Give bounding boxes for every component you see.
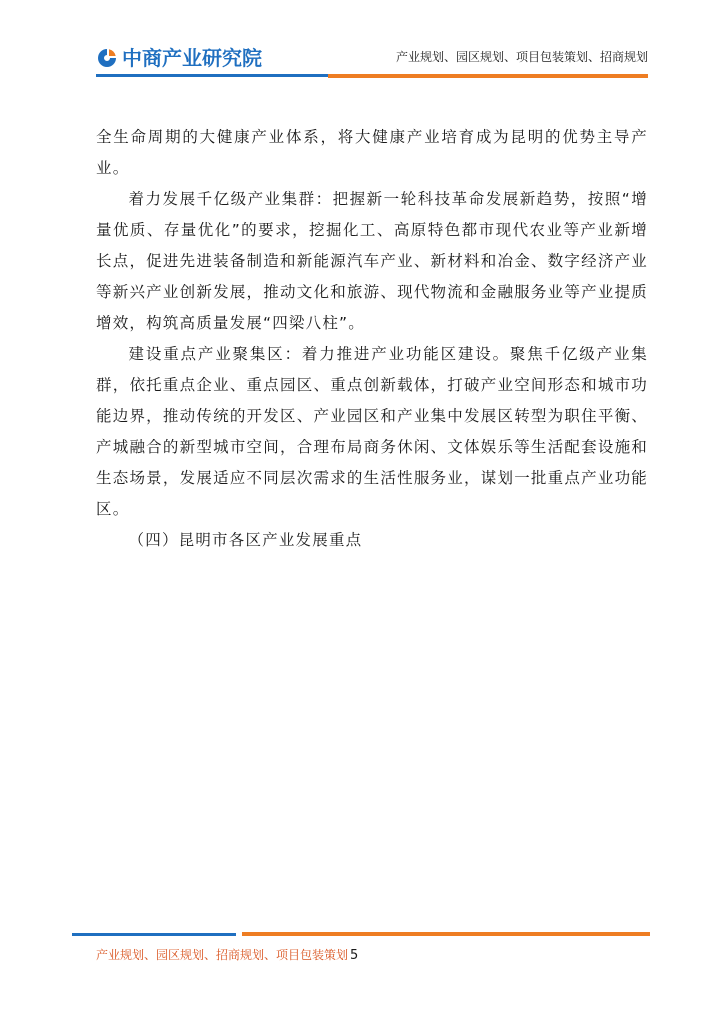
page-footer <box>96 946 358 965</box>
paragraph-continuation: 全生命周期的大健康产业体系，将大健康产业培育成为昆明的优势主导产业。 <box>96 128 648 177</box>
paragraph-industry-clusters: 着力发展千亿级产业集群：把握新一轮科技革命发展新趋势，按照“增量优质、存量优化”的要求，挖掘化工、高原特色都市现代农业等产业新增长点，促进先进装备制造和新能源汽车产业、新材料和冶金、数字经济产业等新兴产业创新发展，推动文化和旅游、现代物流和金融服务业等产业提质增效，构筑高质量发展“四梁八柱”。 <box>96 190 648 332</box>
header-divider-orange <box>328 74 648 78</box>
logo-text: 中商产业研究院 <box>122 46 262 70</box>
section-heading: （四）昆明市各区产业发展重点 <box>128 531 363 549</box>
header-divider-blue <box>96 74 328 77</box>
page-number: 5 <box>350 948 359 963</box>
document-body <box>96 122 648 556</box>
page-header <box>0 0 724 80</box>
logo-mark-icon <box>96 47 118 69</box>
footer-tagline: 产业规划、园区规划、招商规划、项目包装策划 <box>96 948 349 962</box>
company-logo <box>96 44 262 72</box>
footer-divider-blue <box>72 933 236 936</box>
paragraph-industry-zones: 建设重点产业聚集区：着力推进产业功能区建设。聚焦千亿级产业集群，依托重点企业、重点园区、重点创新载体，打破产业空间形态和城市功能边界，推动传统的开发区、产业园区和产业集中发展区转型为职住平衡、产城融合的新型城市空间，合理布局商务休闲、文体娱乐等生活配套设施和生态场景，发展适应不同层次需求的生活性服务业，谋划一批重点产业功能区。 <box>96 345 648 518</box>
footer-divider-orange <box>242 932 650 936</box>
header-tagline: 产业规划、园区规划、项目包装策划、招商规划 <box>395 50 648 64</box>
